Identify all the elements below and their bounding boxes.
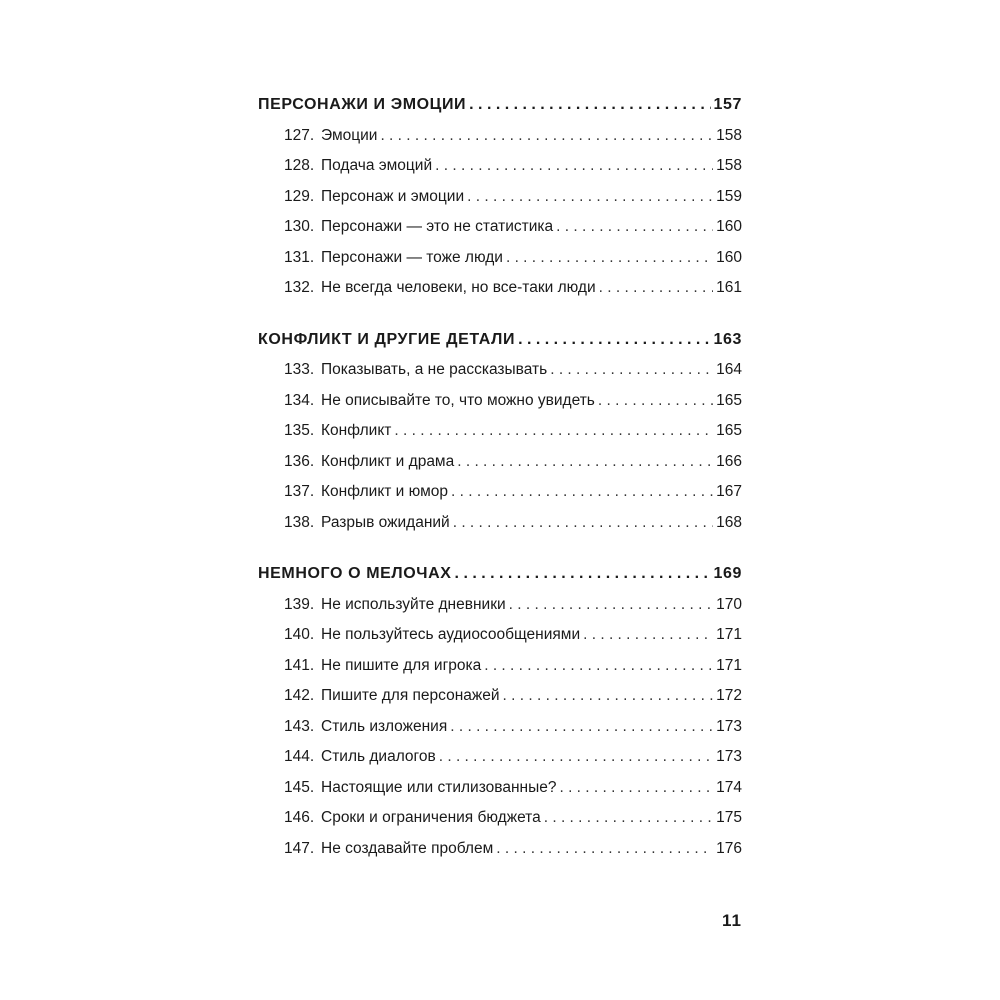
entry-page-number: 171 (716, 626, 742, 643)
entry-title: Не создавайте проблем (321, 839, 494, 857)
chapter-page-number: 163 (713, 330, 742, 348)
dot-leader (457, 447, 713, 478)
dot-leader (544, 803, 713, 834)
section-gap (258, 538, 742, 559)
entry-number: 139. (284, 595, 315, 613)
entry-title: Персонажи — это не статистика (321, 218, 554, 235)
entry-title: Не используйте дневники (321, 595, 506, 613)
chapter-title: НЕМНОГО О МЕЛОЧАХ (258, 565, 452, 582)
entry-number: 141. (284, 656, 315, 674)
entry-page-number: 174 (716, 778, 742, 796)
toc-entry[interactable] (258, 712, 742, 743)
entry-page-number: 159 (716, 187, 742, 205)
dot-leader (503, 681, 714, 712)
toc-entry[interactable] (258, 447, 742, 478)
entry-page-number: 173 (716, 748, 742, 765)
toc-entry[interactable] (258, 212, 742, 243)
chapter-title: ПЕРСОНАЖИ И ЭМОЦИИ (258, 96, 467, 113)
entry-title: Конфликт (321, 422, 392, 439)
toc-entry[interactable] (258, 620, 742, 651)
entry-page-number: 161 (716, 279, 742, 296)
entry-page-number: 158 (716, 157, 742, 174)
entry-number: 128. (284, 157, 315, 174)
toc-entry[interactable] (258, 681, 742, 712)
page-number: 11 (722, 911, 742, 930)
toc-entry[interactable] (258, 803, 742, 834)
entry-page-number: 160 (716, 218, 742, 235)
entry-number: 134. (284, 391, 315, 409)
entry-page-number: 167 (716, 483, 742, 500)
toc-entry[interactable] (258, 773, 742, 804)
dot-leader (550, 355, 713, 386)
chapter-page-number: 169 (713, 565, 742, 582)
toc-entry[interactable] (258, 477, 742, 508)
entry-number: 129. (284, 187, 315, 205)
dot-leader (496, 834, 713, 865)
chapter-heading[interactable] (258, 90, 742, 121)
entry-number: 131. (284, 248, 315, 266)
entry-number: 135. (284, 422, 315, 439)
entry-page-number: 166 (716, 452, 742, 470)
dot-leader (509, 590, 713, 621)
entry-number: 147. (284, 839, 315, 857)
entry-number: 146. (284, 809, 315, 826)
entry-title: Персонажи — тоже люди (321, 248, 503, 266)
entry-title: Конфликт и драма (321, 452, 455, 470)
entry-number: 144. (284, 748, 315, 765)
toc-entry[interactable] (258, 121, 742, 152)
entry-title: Персонаж и эмоции (321, 187, 465, 205)
entry-title: Не описывайте то, что можно увидеть (321, 391, 595, 409)
entry-page-number: 171 (716, 656, 742, 674)
entry-number: 137. (284, 483, 315, 500)
entry-page-number: 175 (716, 809, 742, 826)
dot-leader (518, 325, 710, 356)
entry-title: Не всегда человеки, но все-таки люди (321, 279, 596, 296)
entry-page-number: 164 (716, 361, 742, 378)
toc-entry[interactable] (258, 834, 742, 865)
entry-title: Подача эмоций (321, 157, 433, 174)
entry-page-number: 170 (716, 595, 742, 613)
entry-title: Сроки и ограничения бюджета (321, 809, 541, 826)
entry-title: Не пользуйтесь аудиосообщениями (321, 626, 581, 643)
entry-page-number: 173 (716, 717, 742, 735)
chapter-page-number: 157 (713, 96, 742, 113)
dot-leader (484, 651, 713, 682)
entry-number: 142. (284, 687, 315, 704)
dot-leader (435, 151, 713, 182)
entry-number: 143. (284, 717, 315, 735)
chapter-heading[interactable] (258, 559, 742, 590)
dot-leader (469, 90, 710, 121)
entry-page-number: 172 (716, 687, 742, 704)
entry-page-number: 160 (716, 248, 742, 266)
toc-entry[interactable] (258, 273, 742, 304)
toc-entry[interactable] (258, 182, 742, 213)
dot-leader (380, 121, 713, 152)
toc-entry[interactable] (258, 416, 742, 447)
entry-title: Конфликт и юмор (321, 483, 448, 500)
entry-number: 140. (284, 626, 315, 643)
dot-leader (598, 386, 713, 417)
entry-title: Не пишите для игрока (321, 656, 482, 674)
toc-entry[interactable] (258, 243, 742, 274)
section-gap (258, 304, 742, 325)
toc-entry[interactable] (258, 355, 742, 386)
dot-leader (599, 273, 713, 304)
toc-entry[interactable] (258, 508, 742, 539)
entry-number: 130. (284, 218, 315, 235)
entry-title: Настоящие или стилизованные? (321, 778, 557, 796)
entry-page-number: 176 (716, 839, 742, 857)
entry-number: 133. (284, 361, 315, 378)
dot-leader (451, 477, 713, 508)
entry-number: 145. (284, 778, 315, 796)
dot-leader (455, 559, 711, 590)
entry-title: Пишите для персонажей (321, 687, 500, 704)
dot-leader (439, 742, 713, 773)
toc-entry[interactable] (258, 386, 742, 417)
entry-page-number: 165 (716, 422, 742, 439)
dot-leader (467, 182, 713, 213)
entry-page-number: 168 (716, 513, 742, 531)
dot-leader (559, 773, 713, 804)
entry-title: Показывать, а не рассказывать (321, 361, 548, 378)
table-of-contents (258, 90, 742, 864)
entry-title: Стиль диалогов (321, 748, 436, 765)
entry-page-number: 158 (716, 126, 742, 144)
entry-number: 132. (284, 279, 315, 296)
toc-entry[interactable] (258, 590, 742, 621)
dot-leader (453, 508, 713, 539)
dot-leader (506, 243, 713, 274)
toc-entry[interactable] (258, 151, 742, 182)
dot-leader (556, 212, 713, 243)
dot-leader (450, 712, 713, 743)
chapter-heading[interactable] (258, 325, 742, 356)
dot-leader (394, 416, 713, 447)
toc-entry[interactable] (258, 651, 742, 682)
entry-number: 136. (284, 452, 315, 470)
dot-leader (583, 620, 713, 651)
chapter-title: КОНФЛИКТ И ДРУГИЕ ДЕТАЛИ (258, 330, 516, 348)
toc-entry[interactable] (258, 742, 742, 773)
entry-number: 138. (284, 513, 315, 531)
entry-title: Стиль изложения (321, 717, 448, 735)
entry-number: 127. (284, 126, 315, 144)
entry-page-number: 165 (716, 391, 742, 409)
entry-title: Разрыв ожиданий (321, 513, 450, 531)
entry-title: Эмоции (321, 126, 378, 144)
